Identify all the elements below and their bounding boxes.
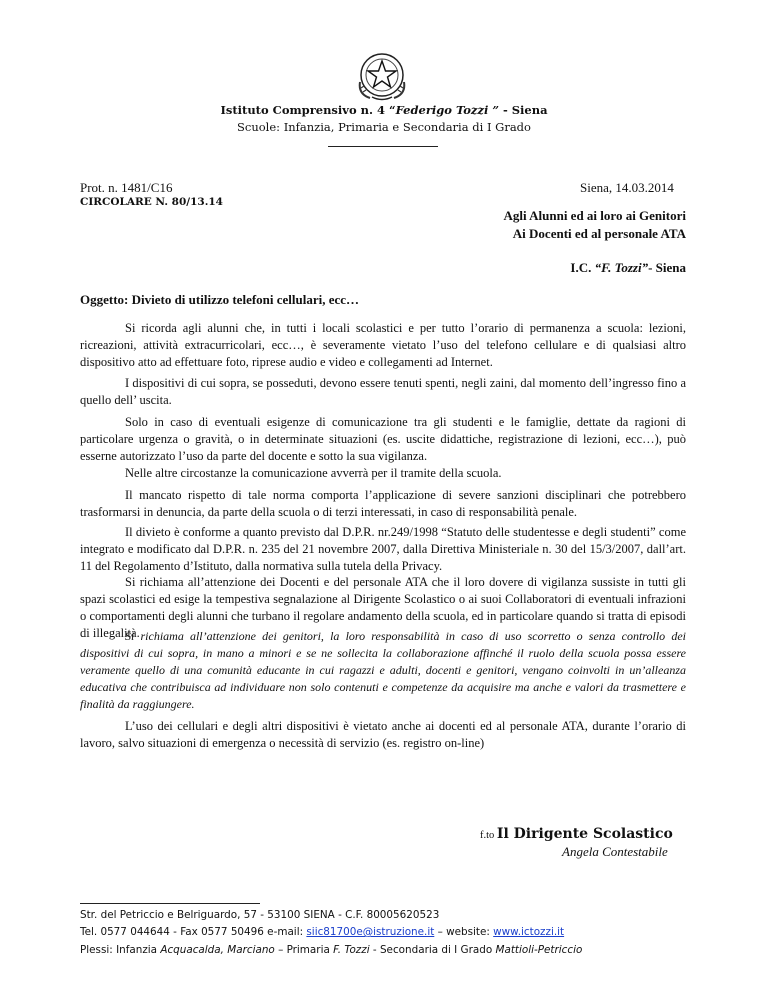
paragraph-3: Solo in caso di eventuali esigenze di comunicazione tra gli studenti e le famiglie, dettate da ragioni di particolare urgenza o gravità, o in determinate situazioni (es. uscite didattiche, registrazione di lezioni, ecc…), può esserne autorizzato l’uso da parte del docente e sotto la sua vigilanza. Nelle altre circostanze la comunicazione avverrà per il tramite della scuola.	[80, 415, 686, 480]
footer-contacts: Tel. 0577 044644 - Fax 0577 50496 e-mail: siic81700e@istruzione.it – website: www.ictozzi.it	[80, 926, 565, 938]
paragraph-8: L’uso dei cellulari e degli altri dispositivi è vietato anche ai docenti ed al personale ATA, durante l’orario di lavoro, salvo situazioni di emergenza o necessità di servizio (es. registro on-line)	[80, 719, 686, 750]
paragraph-3-continued: Nelle altre circostanze la comunicazione avverrà per il tramite della scuola.	[125, 466, 502, 480]
subject-line: Oggetto: Divieto di utilizzo telefoni cellulari, ecc…	[80, 292, 360, 307]
paragraph-2: I dispositivi di cui sopra, se posseduti, devono essere tenuti spenti, negli zaini, dal momento dell’ingresso fino a quello dell’ uscita.	[80, 376, 686, 407]
protocol-number: Prot. n. 1481/C16	[80, 180, 173, 195]
school-name: Istituto Comprensivo n. 4 “Federigo Tozzi ” - Siena	[220, 103, 548, 117]
italian-republic-emblem-icon	[354, 50, 410, 102]
footer-address: Str. del Petriccio e Belriguardo, 57 - 53100 SIENA - C.F. 80005620523	[80, 909, 440, 921]
recipients-line-3: I.C. “F. Tozzi”- Siena	[570, 260, 686, 275]
paragraph-5: Il divieto è conforme a quanto previsto dal D.P.R. nr.249/1998 “Statuto delle studentesse e degli studenti” come integrato e modificato dal D.P.R. n. 235 del 21 novembre 2007, dalla Direttiva Ministeriale n. 30 del 15/3/2007, dall’art. 11 del Regolamento d’Istituto, dalla normativa sulla tutela della Privacy.	[80, 525, 686, 573]
paragraph-6: Si richiama all’attenzione dei Docenti e del personale ATA che il loro dovere di vigilanza sussiste in tutti gli spazi scolastici ed esige la tempestiva segnalazione al Dirigente Scolastico o ai suoi Collaboratori di eventuali infrazioni o comportamenti degli alunni che turbano il regolare andamento della scuola, ed in particolare quando si tratta di episodi di illegalità.	[80, 575, 686, 640]
paragraph-1: Si ricorda agli alunni che, in tutti i locali scolastici e per tutto l’orario di permanenza a scuola: lezioni, ricreazioni, attività extracurricolari, ecc…, è severamente vietato l’uso del telefono cellulare e di qualsiasi altro dispositivo atto ad effettuare foto, riprese audio e video e collegamenti ad Internet.	[80, 321, 686, 369]
paragraph-4: Il mancato rispetto di tale norma comporta l’applicazione di severe sanzioni disciplinari che potrebbero trasformarsi in denuncia, da parte della scuola o di terzi interessati, in caso di responsabilità penale.	[80, 488, 686, 519]
footer-plessi: Plessi: Infanzia Acquacalda, Marciano – Primaria F. Tozzi - Secondaria di I Grado Mattioli-Petriccio	[80, 944, 583, 956]
paragraph-7-parents-notice: Si richiama all’attenzione dei genitori, la loro responsabilità in caso di uso scorretto o senza controllo dei dispositivi di cui sopra, in mano a minori e se ne sollecita la collaborazione affinché il ruolo della scuola possa essere veramente quello di una comunità educante in cui ragazzi e adulti, docenti e genitori, vengano coinvolti in un’alleanza educativa che contribuisca ad individuare non solo contenuti e competenze da acquisire ma anche e valori da trasmettere e finalità da raggiungere.	[80, 629, 686, 711]
school-subtitle: Scuole: Infanzia, Primaria e Secondaria di I Grado	[237, 120, 531, 134]
signature-name: Angela Contestabile	[562, 844, 668, 859]
footer-divider	[80, 903, 260, 904]
website-link[interactable]: www.ictozzi.it	[493, 926, 565, 938]
signature-title: f.to Il Dirigente Scolastico	[480, 826, 673, 842]
circolare-number: CIRCOLARE N. 80/13.14	[80, 196, 223, 208]
header-divider	[328, 146, 438, 147]
recipients-line-2: Ai Docenti ed al personale ATA	[512, 226, 686, 241]
email-link[interactable]: siic81700e@istruzione.it	[306, 926, 435, 938]
recipients-line-1: Agli Alunni ed ai loro ai Genitori	[503, 208, 686, 223]
document-date: Siena, 14.03.2014	[580, 180, 674, 195]
